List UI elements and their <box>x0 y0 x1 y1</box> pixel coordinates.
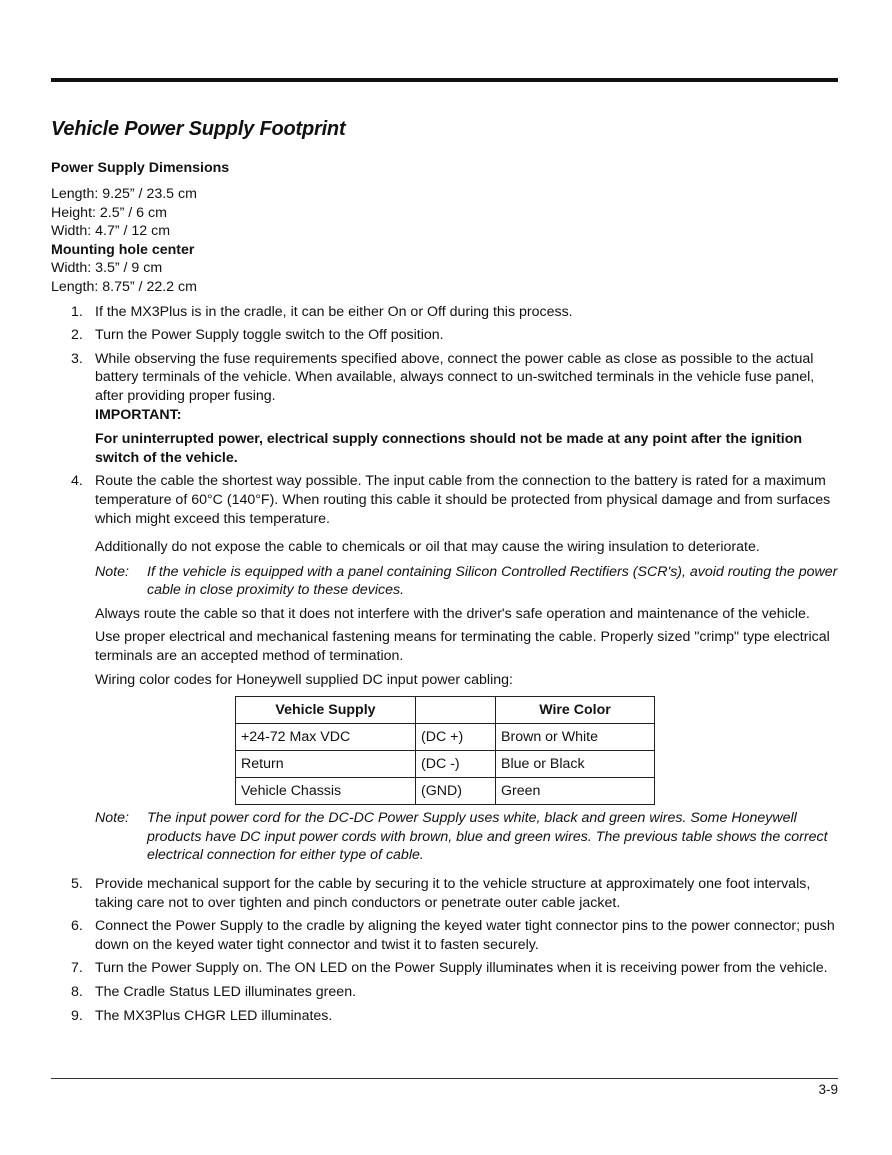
note-label: Note: <box>95 810 129 827</box>
scr-note <box>95 563 841 600</box>
note-text: If the vehicle is equipped with a panel containing Silicon Controlled Rectifiers (SCR's), avoid routing the power cable in close proximity to these devices. <box>147 563 838 599</box>
step-number: 9. <box>71 1007 83 1024</box>
step-text: Provide mechanical support for the cable by securing it to the vehicle structure at approximately one foot intervals, taking care not to over tighten and pinch conductors or penetrate outer cable jacket. <box>95 876 811 911</box>
note-label: Note: <box>95 563 129 580</box>
step-text: Turn the Power Supply toggle switch to the Off position. <box>95 327 444 344</box>
step-text: If the MX3Plus is in the cradle, it can be either On or Off during this process. <box>95 303 573 320</box>
table-row <box>236 751 655 778</box>
table-cell: (GND) <box>416 778 496 805</box>
step-text: The Cradle Status LED illuminates green. <box>95 984 357 1000</box>
page-title: Vehicle Power Supply Footprint <box>51 118 346 140</box>
step-8 <box>51 983 841 1002</box>
procedure-list <box>51 303 841 1026</box>
page-number: 3-9 <box>818 1082 838 1097</box>
table-cell: Brown or White <box>496 724 655 751</box>
fasten-paragraph: Use proper electrical and mechanical fastening means for terminating the cable. Properly sized "crimp" type electrical terminals are an accepted method of termination. <box>95 629 830 665</box>
step-number: 2. <box>71 327 83 344</box>
step-number: 4. <box>71 473 83 490</box>
step-text: The MX3Plus CHGR LED illuminates. <box>95 1007 333 1024</box>
table-cell: (DC +) <box>416 724 496 751</box>
table-header <box>416 697 496 724</box>
step-3 <box>51 350 841 468</box>
step-4 <box>51 472 841 865</box>
step-2 <box>51 326 841 345</box>
step-text: Route the cable the shortest way possible. The input cable from the connection to the battery is rated for a maximum temperature of 60°C (140°F). When routing this cable it should be protected from physical damage and from surfaces which might exceed this temperature. <box>95 473 831 527</box>
step-5 <box>51 875 841 912</box>
table-cell: Return <box>236 751 416 778</box>
table-header: Vehicle Supply <box>236 697 416 724</box>
dimensions-heading: Power Supply Dimensions <box>51 160 230 176</box>
spec-height: Height: 2.5” / 6 cm <box>51 204 167 221</box>
mounting-heading: Mounting hole center <box>51 241 195 258</box>
step-9 <box>51 1007 841 1026</box>
wire-color-table <box>235 696 655 805</box>
table-cell: +24-72 Max VDC <box>236 724 416 751</box>
table-cell: Blue or Black <box>496 751 655 778</box>
table-cell: Green <box>496 778 655 805</box>
table-header-row <box>236 697 655 724</box>
wire-note <box>51 809 841 865</box>
chemicals-paragraph: Additionally do not expose the cable to chemicals or oil that may cause the wiring insulation to deteriorate. <box>95 539 760 556</box>
note-text: The input power cord for the DC-DC Power Supply uses white, black and green wires. Some Honeywell products have DC input power cords with brown, blue and green wires. The previous table shows the correct electrical connection for either type of cable. <box>147 810 828 864</box>
step-number: 3. <box>71 350 83 367</box>
route-paragraph: Always route the cable so that it does not interfere with the driver's safe operation and maintenance of the vehicle. <box>95 605 810 622</box>
step-number: 1. <box>71 303 83 320</box>
table-cell: Vehicle Chassis <box>236 778 416 805</box>
mounting-width: Width: 3.5” / 9 cm <box>51 260 163 277</box>
header-rule <box>51 78 838 82</box>
spec-width: Width: 4.7” / 12 cm <box>51 223 171 240</box>
step-number: 8. <box>71 984 83 1000</box>
step-number: 6. <box>71 918 83 935</box>
table-cell: (DC -) <box>416 751 496 778</box>
step-text: Connect the Power Supply to the cradle by aligning the keyed water tight connector pins to the power connector; push down on the keyed water tight connector and twist it to fasten securely. <box>95 918 835 953</box>
wiring-paragraph: Wiring color codes for Honeywell supplied DC input power cabling: <box>95 671 513 688</box>
step-number: 5. <box>71 876 83 893</box>
step-6 <box>51 917 841 954</box>
step-number: 7. <box>71 960 83 977</box>
step-text: Turn the Power Supply on. The ON LED on the Power Supply illuminates when it is receiving power from the vehicle. <box>95 960 828 977</box>
footer-rule <box>51 1078 838 1079</box>
table-header: Wire Color <box>496 697 655 724</box>
important-label: IMPORTANT: <box>95 406 182 423</box>
step-1 <box>51 303 841 322</box>
important-text: For uninterrupted power, electrical supply connections should not be made at any point after the ignition switch of the vehicle. <box>95 431 803 466</box>
mounting-length: Length: 8.75” / 22.2 cm <box>51 278 197 295</box>
table-row <box>236 778 655 805</box>
spec-length: Length: 9.25” / 23.5 cm <box>51 186 197 202</box>
table-row <box>236 724 655 751</box>
step-text: While observing the fuse requirements specified above, connect the power cable as close as possible to the actual battery terminals of the vehicle. When available, always connect to un-switched terminals in the vehicle fuse panel, after providing proper fusing. <box>95 350 815 404</box>
step-7 <box>51 959 841 978</box>
page-content <box>51 116 841 1030</box>
